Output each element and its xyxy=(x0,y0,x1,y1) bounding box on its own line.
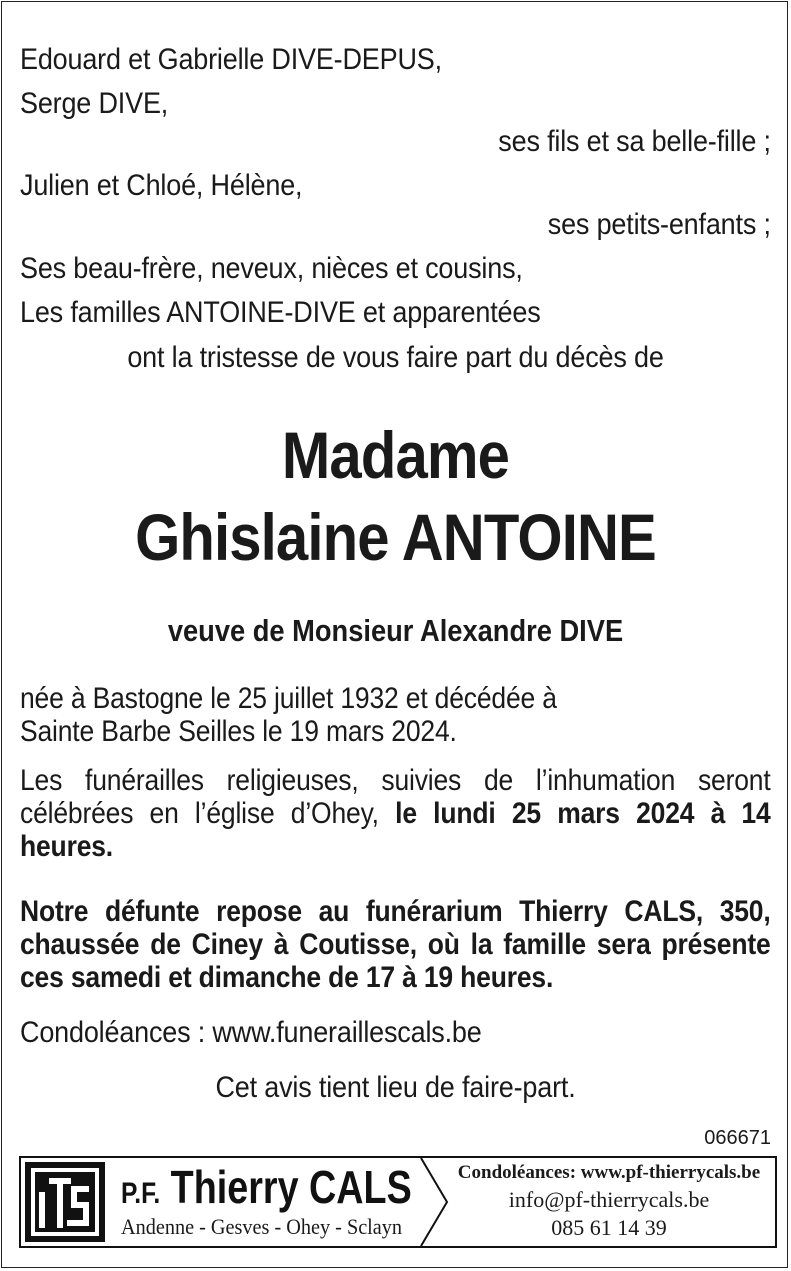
divider-chevron-icon xyxy=(419,1158,449,1246)
deceased-name: Ghislaine ANTOINE xyxy=(135,500,656,574)
contact-phone: 085 61 14 39 xyxy=(551,1215,667,1240)
deceased-title: Madame xyxy=(281,418,510,492)
pf-name: Thierry CALS xyxy=(170,1161,412,1213)
reference-number: 066671 xyxy=(704,1127,771,1149)
announcement-line: ont la tristesse de vous faire part du décès de xyxy=(127,341,664,374)
pf-prefix: P.F. xyxy=(121,1177,161,1210)
funeral-home-footer xyxy=(19,1156,777,1248)
funeral-text: Les funérailles religieuses, suivies de l’inhumation seront célébrées en l’église d’Ohey, xyxy=(20,764,771,830)
funeral-home-contact xyxy=(451,1160,767,1242)
widow-line: veuve de Monsieur Alexandre DIVE xyxy=(167,613,624,648)
condolences-line: Condoléances : www.funeraillescals.be xyxy=(20,1016,482,1049)
family-line-3: ses fils et sa belle-fille ; xyxy=(498,125,771,158)
birth-line-2: Sainte Barbe Seilles le 19 mars 2024. xyxy=(20,715,457,748)
contact-website: Condoléances: www.pf-thierrycals.be xyxy=(457,1162,761,1183)
funeral-date: le lundi 25 mars 2024 à 14 heures. xyxy=(20,797,771,863)
repose-paragraph: Notre défunte repose au funérarium Thierry CALS, 350, chaussée de Ciney à Coutisse, où la famille sera présente ces samedi et dimanche de 17 à 19 heures. xyxy=(20,895,771,994)
contact-email: info@pf-thierrycals.be xyxy=(508,1187,710,1212)
notice-line: Cet avis tient lieu de faire-part. xyxy=(215,1071,576,1104)
birth-death-paragraph xyxy=(20,682,771,748)
funeral-home-towns: Andenne - Gesves - Ohey - Sclayn xyxy=(121,1214,403,1239)
funeral-home-logo-icon xyxy=(25,1162,105,1242)
funeral-home-name xyxy=(121,1162,412,1219)
family-line-5: ses petits-enfants ; xyxy=(547,208,771,241)
family-line-4: Julien et Chloé, Hélène, xyxy=(20,169,303,202)
birth-line-1: née à Bastogne le 25 juillet 1932 et décédée à xyxy=(20,682,557,715)
family-line-6: Ses beau-frère, neveux, nièces et cousins, xyxy=(20,252,523,285)
funeral-paragraph xyxy=(20,764,771,863)
family-line-2: Serge DIVE, xyxy=(20,87,169,120)
family-line-7: Les familles ANTOINE-DIVE et apparentées xyxy=(20,296,541,329)
family-line-1: Edouard et Gabrielle DIVE-DEPUS, xyxy=(20,43,442,76)
